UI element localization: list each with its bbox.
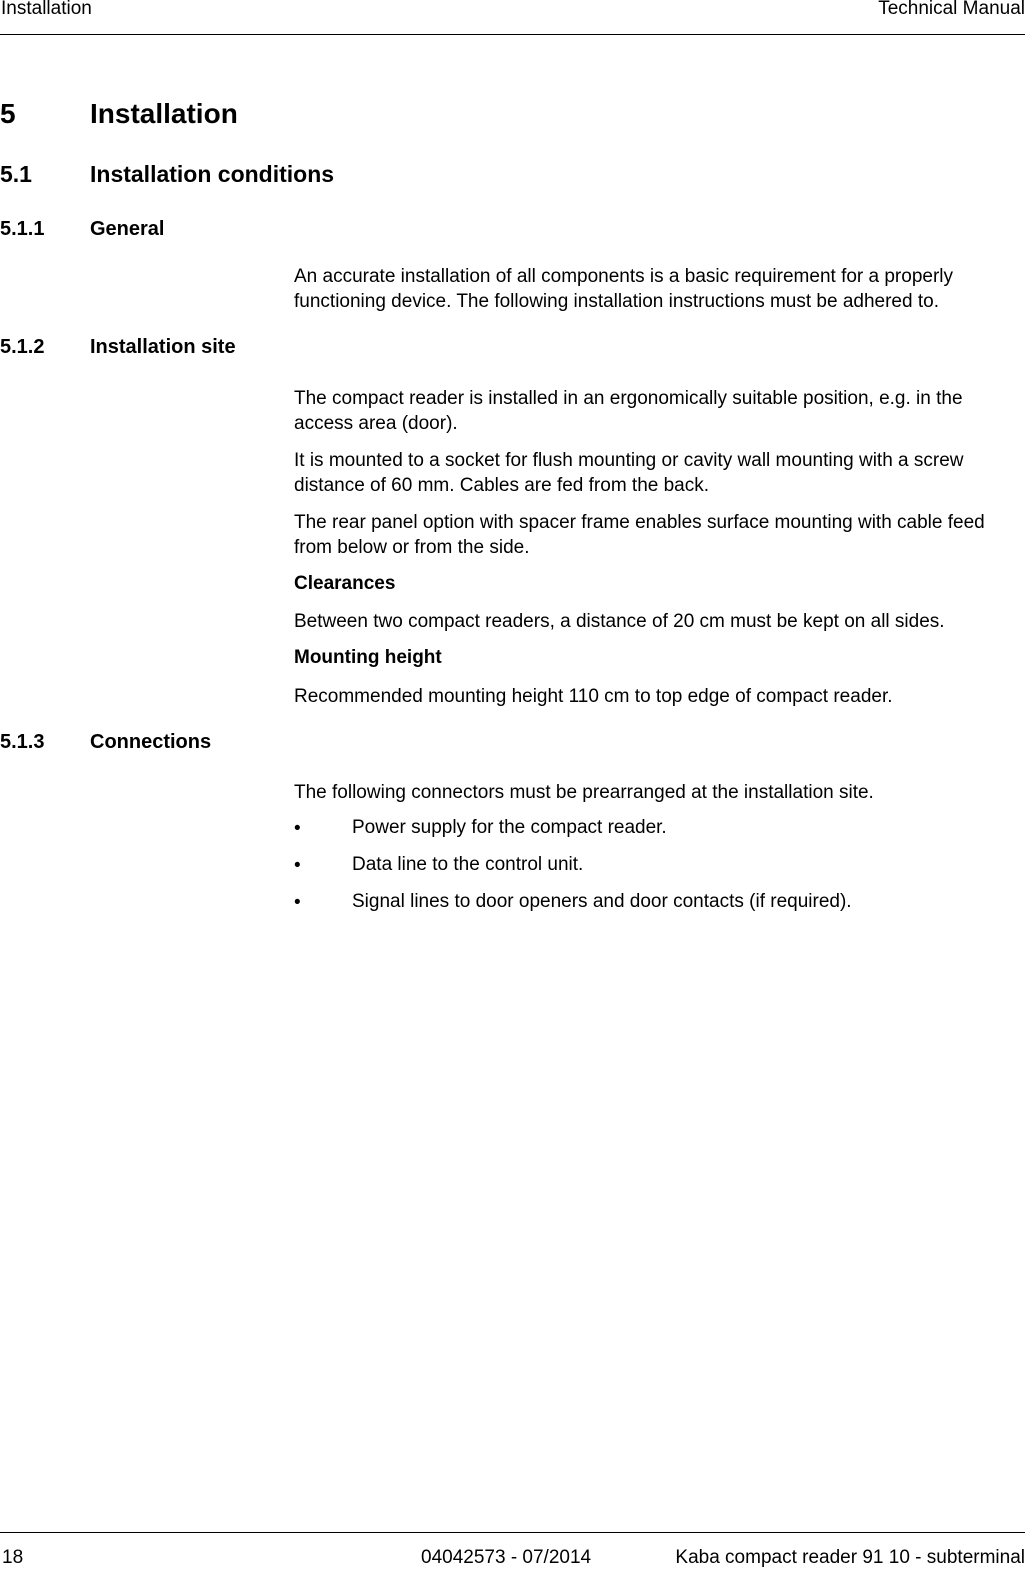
clearances-paragraph: Between two compact readers, a distance of 20 cm must be kept on all sides. [294, 611, 945, 632]
subsection-title: Connections [90, 731, 212, 753]
subsection-heading-connections [0, 731, 600, 757]
header-section-label: Installation [1, 0, 92, 19]
chapter-heading [0, 98, 600, 134]
subsection-number: 5.1.3 [0, 731, 45, 753]
chapter-number: 5 [0, 98, 16, 129]
section-heading [0, 161, 600, 191]
site-paragraph-1: The compact reader is installed in an ergonomically suitable position, e.g. in the access area (door). [294, 388, 963, 434]
bullet-marker: • [294, 855, 301, 876]
header-manual-label: Technical Manual [878, 0, 1025, 19]
bullet-marker: • [294, 818, 301, 839]
list-item: Data line to the control unit. [352, 854, 584, 875]
running-footer [0, 1532, 1025, 1583]
subsection-title: General [90, 218, 165, 240]
subsection-number: 5.1.2 [0, 336, 45, 358]
section-title: Installation conditions [90, 161, 335, 187]
subsection-heading-installation-site [0, 336, 600, 362]
site-paragraph-2: It is mounted to a socket for flush mounting or cavity wall mounting with a screw distance of 60 mm. Cables are fed from the back. [294, 450, 964, 496]
site-paragraph-3: The rear panel option with spacer frame enables surface mounting with cable feed from below or from the side. [294, 512, 985, 558]
document-id: 04042573 - 07/2014 [421, 1547, 592, 1568]
connections-intro: The following connectors must be prearranged at the installation site. [294, 782, 874, 803]
subsection-title: Installation site [90, 336, 236, 358]
subsection-number: 5.1.1 [0, 218, 45, 240]
product-name: Kaba compact reader 91 10 - subterminal [675, 1547, 1025, 1568]
list-item: Signal lines to door openers and door contacts (if required). [352, 891, 852, 912]
chapter-title: Installation [90, 98, 238, 129]
page-number: 18 [2, 1547, 24, 1568]
subsection-heading-general [0, 218, 600, 244]
mounting-height-paragraph: Recommended mounting height 110 cm to top edge of compact reader. [294, 686, 893, 707]
mounting-height-heading: Mounting height [294, 647, 442, 668]
section-number: 5.1 [0, 161, 32, 187]
running-header [0, 0, 1025, 35]
list-item: Power supply for the compact reader. [352, 817, 667, 838]
general-paragraph: An accurate installation of all components is a basic requirement for a properly functioning device. The following installation instructions must be adhered to. [294, 266, 954, 312]
bullet-marker: • [294, 892, 301, 913]
clearances-heading: Clearances [294, 573, 396, 594]
